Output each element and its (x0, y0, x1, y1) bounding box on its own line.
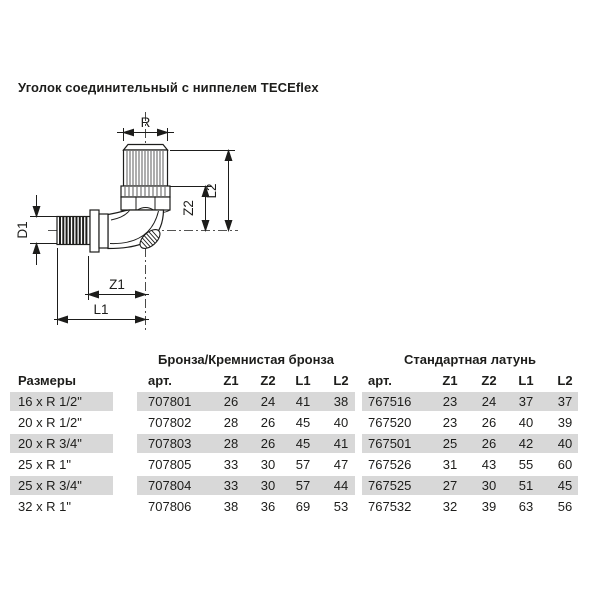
brass-z2-cell: 26 (481, 436, 497, 451)
bronze-z2-cell: 26 (260, 415, 276, 430)
table-row (0, 392, 600, 411)
col-header-l1-bronze: L1 (295, 373, 311, 388)
bronze-l1-cell: 57 (295, 457, 311, 472)
col-header-art-brass: арт. (368, 373, 392, 388)
bronze-z1-cell: 33 (223, 457, 239, 472)
brass-l1-cell: 63 (518, 499, 534, 514)
brass-art-cell: 767532 (368, 499, 412, 514)
group-header-bronze: Бронза/Кремнистая бронза (158, 352, 334, 367)
bronze-z1-cell: 33 (223, 478, 239, 493)
brass-z2-cell: 24 (481, 394, 497, 409)
table-row (0, 476, 600, 495)
brass-art-cell: 767516 (368, 394, 412, 409)
table-row (0, 434, 600, 453)
brass-art-cell: 767526 (368, 457, 412, 472)
brass-l2-cell: 39 (557, 415, 573, 430)
col-header-z1-brass: Z1 (442, 373, 458, 388)
brass-l2-cell: 56 (557, 499, 573, 514)
brass-z1-cell: 27 (442, 478, 458, 493)
table-row (0, 497, 600, 516)
bronze-z2-cell: 30 (260, 457, 276, 472)
dim-d1 (30, 195, 57, 265)
brass-art-cell: 767520 (368, 415, 412, 430)
dim-label-z1: Z1 (109, 277, 125, 292)
bronze-l2-cell: 38 (333, 394, 349, 409)
brass-z1-cell: 23 (442, 394, 458, 409)
brass-l2-cell: 60 (557, 457, 573, 472)
page-title: Уголок соединительный с ниппелем TECEflex (18, 80, 319, 95)
bronze-z1-cell: 26 (223, 394, 239, 409)
brass-z2-cell: 39 (481, 499, 497, 514)
brass-z1-cell: 25 (442, 436, 458, 451)
nipple-ribs (60, 217, 86, 244)
size-cell: 32 x R 1" (18, 499, 72, 514)
bronze-z2-cell: 36 (260, 499, 276, 514)
size-cell: 20 x R 1/2" (18, 415, 82, 430)
dim-label-l1: L1 (93, 302, 109, 317)
table-header-row (0, 371, 600, 390)
dim-label-d1: D1 (15, 221, 30, 239)
col-header-l2-bronze: L2 (333, 373, 349, 388)
bronze-z2-cell: 30 (260, 478, 276, 493)
table-row (0, 455, 600, 474)
col-header-sizes: Размеры (18, 373, 76, 388)
dim-label-r: R (140, 115, 151, 130)
bronze-z2-cell: 26 (260, 436, 276, 451)
bronze-l2-cell: 53 (333, 499, 349, 514)
bronze-l2-cell: 40 (333, 415, 349, 430)
brass-l2-cell: 45 (557, 478, 573, 493)
brass-z1-cell: 31 (442, 457, 458, 472)
bronze-z2-cell: 24 (260, 394, 276, 409)
size-cell: 20 x R 3/4" (18, 436, 82, 451)
brass-l1-cell: 37 (518, 394, 534, 409)
bronze-l1-cell: 69 (295, 499, 311, 514)
bronze-art-cell: 707804 (148, 478, 192, 493)
col-header-z2-brass: Z2 (481, 373, 497, 388)
brass-z2-cell: 30 (481, 478, 497, 493)
brass-z2-cell: 43 (481, 457, 497, 472)
dim-label-z2: Z2 (181, 200, 196, 216)
size-cell: 25 x R 1" (18, 457, 72, 472)
elbow-body (108, 210, 165, 254)
table-body (0, 392, 600, 518)
bronze-l1-cell: 45 (295, 436, 311, 451)
dim-l2 (170, 151, 235, 231)
col-header-l2-brass: L2 (557, 373, 573, 388)
size-cell: 25 x R 3/4" (18, 478, 82, 493)
brass-l2-cell: 37 (557, 394, 573, 409)
brass-z2-cell: 26 (481, 415, 497, 430)
bronze-l1-cell: 45 (295, 415, 311, 430)
table-row (0, 413, 600, 432)
size-cell: 16 x R 1/2" (18, 394, 82, 409)
col-header-l1-brass: L1 (518, 373, 534, 388)
bronze-l2-cell: 41 (333, 436, 349, 451)
brass-z1-cell: 32 (442, 499, 458, 514)
bronze-l1-cell: 57 (295, 478, 311, 493)
brass-l1-cell: 42 (518, 436, 534, 451)
bronze-z1-cell: 28 (223, 436, 239, 451)
bronze-l2-cell: 44 (333, 478, 349, 493)
dim-label-l2: L2 (204, 183, 219, 199)
group-header-brass: Стандартная латунь (404, 352, 536, 367)
col-header-art-bronze: арт. (148, 373, 172, 388)
bronze-z1-cell: 38 (223, 499, 239, 514)
bronze-art-cell: 707806 (148, 499, 192, 514)
bronze-l2-cell: 47 (333, 457, 349, 472)
bronze-l1-cell: 41 (295, 394, 311, 409)
brass-art-cell: 767525 (368, 478, 412, 493)
col-header-z1-bronze: Z1 (223, 373, 239, 388)
brass-l1-cell: 40 (518, 415, 534, 430)
col-header-z2-bronze: Z2 (260, 373, 276, 388)
brass-l2-cell: 40 (557, 436, 573, 451)
bronze-art-cell: 707805 (148, 457, 192, 472)
bronze-art-cell: 707801 (148, 394, 192, 409)
bronze-art-cell: 707803 (148, 436, 192, 451)
bronze-art-cell: 707802 (148, 415, 192, 430)
brass-l1-cell: 51 (518, 478, 534, 493)
brass-art-cell: 767501 (368, 436, 412, 451)
bronze-z1-cell: 28 (223, 415, 239, 430)
brass-l1-cell: 55 (518, 457, 534, 472)
brass-z1-cell: 23 (442, 415, 458, 430)
